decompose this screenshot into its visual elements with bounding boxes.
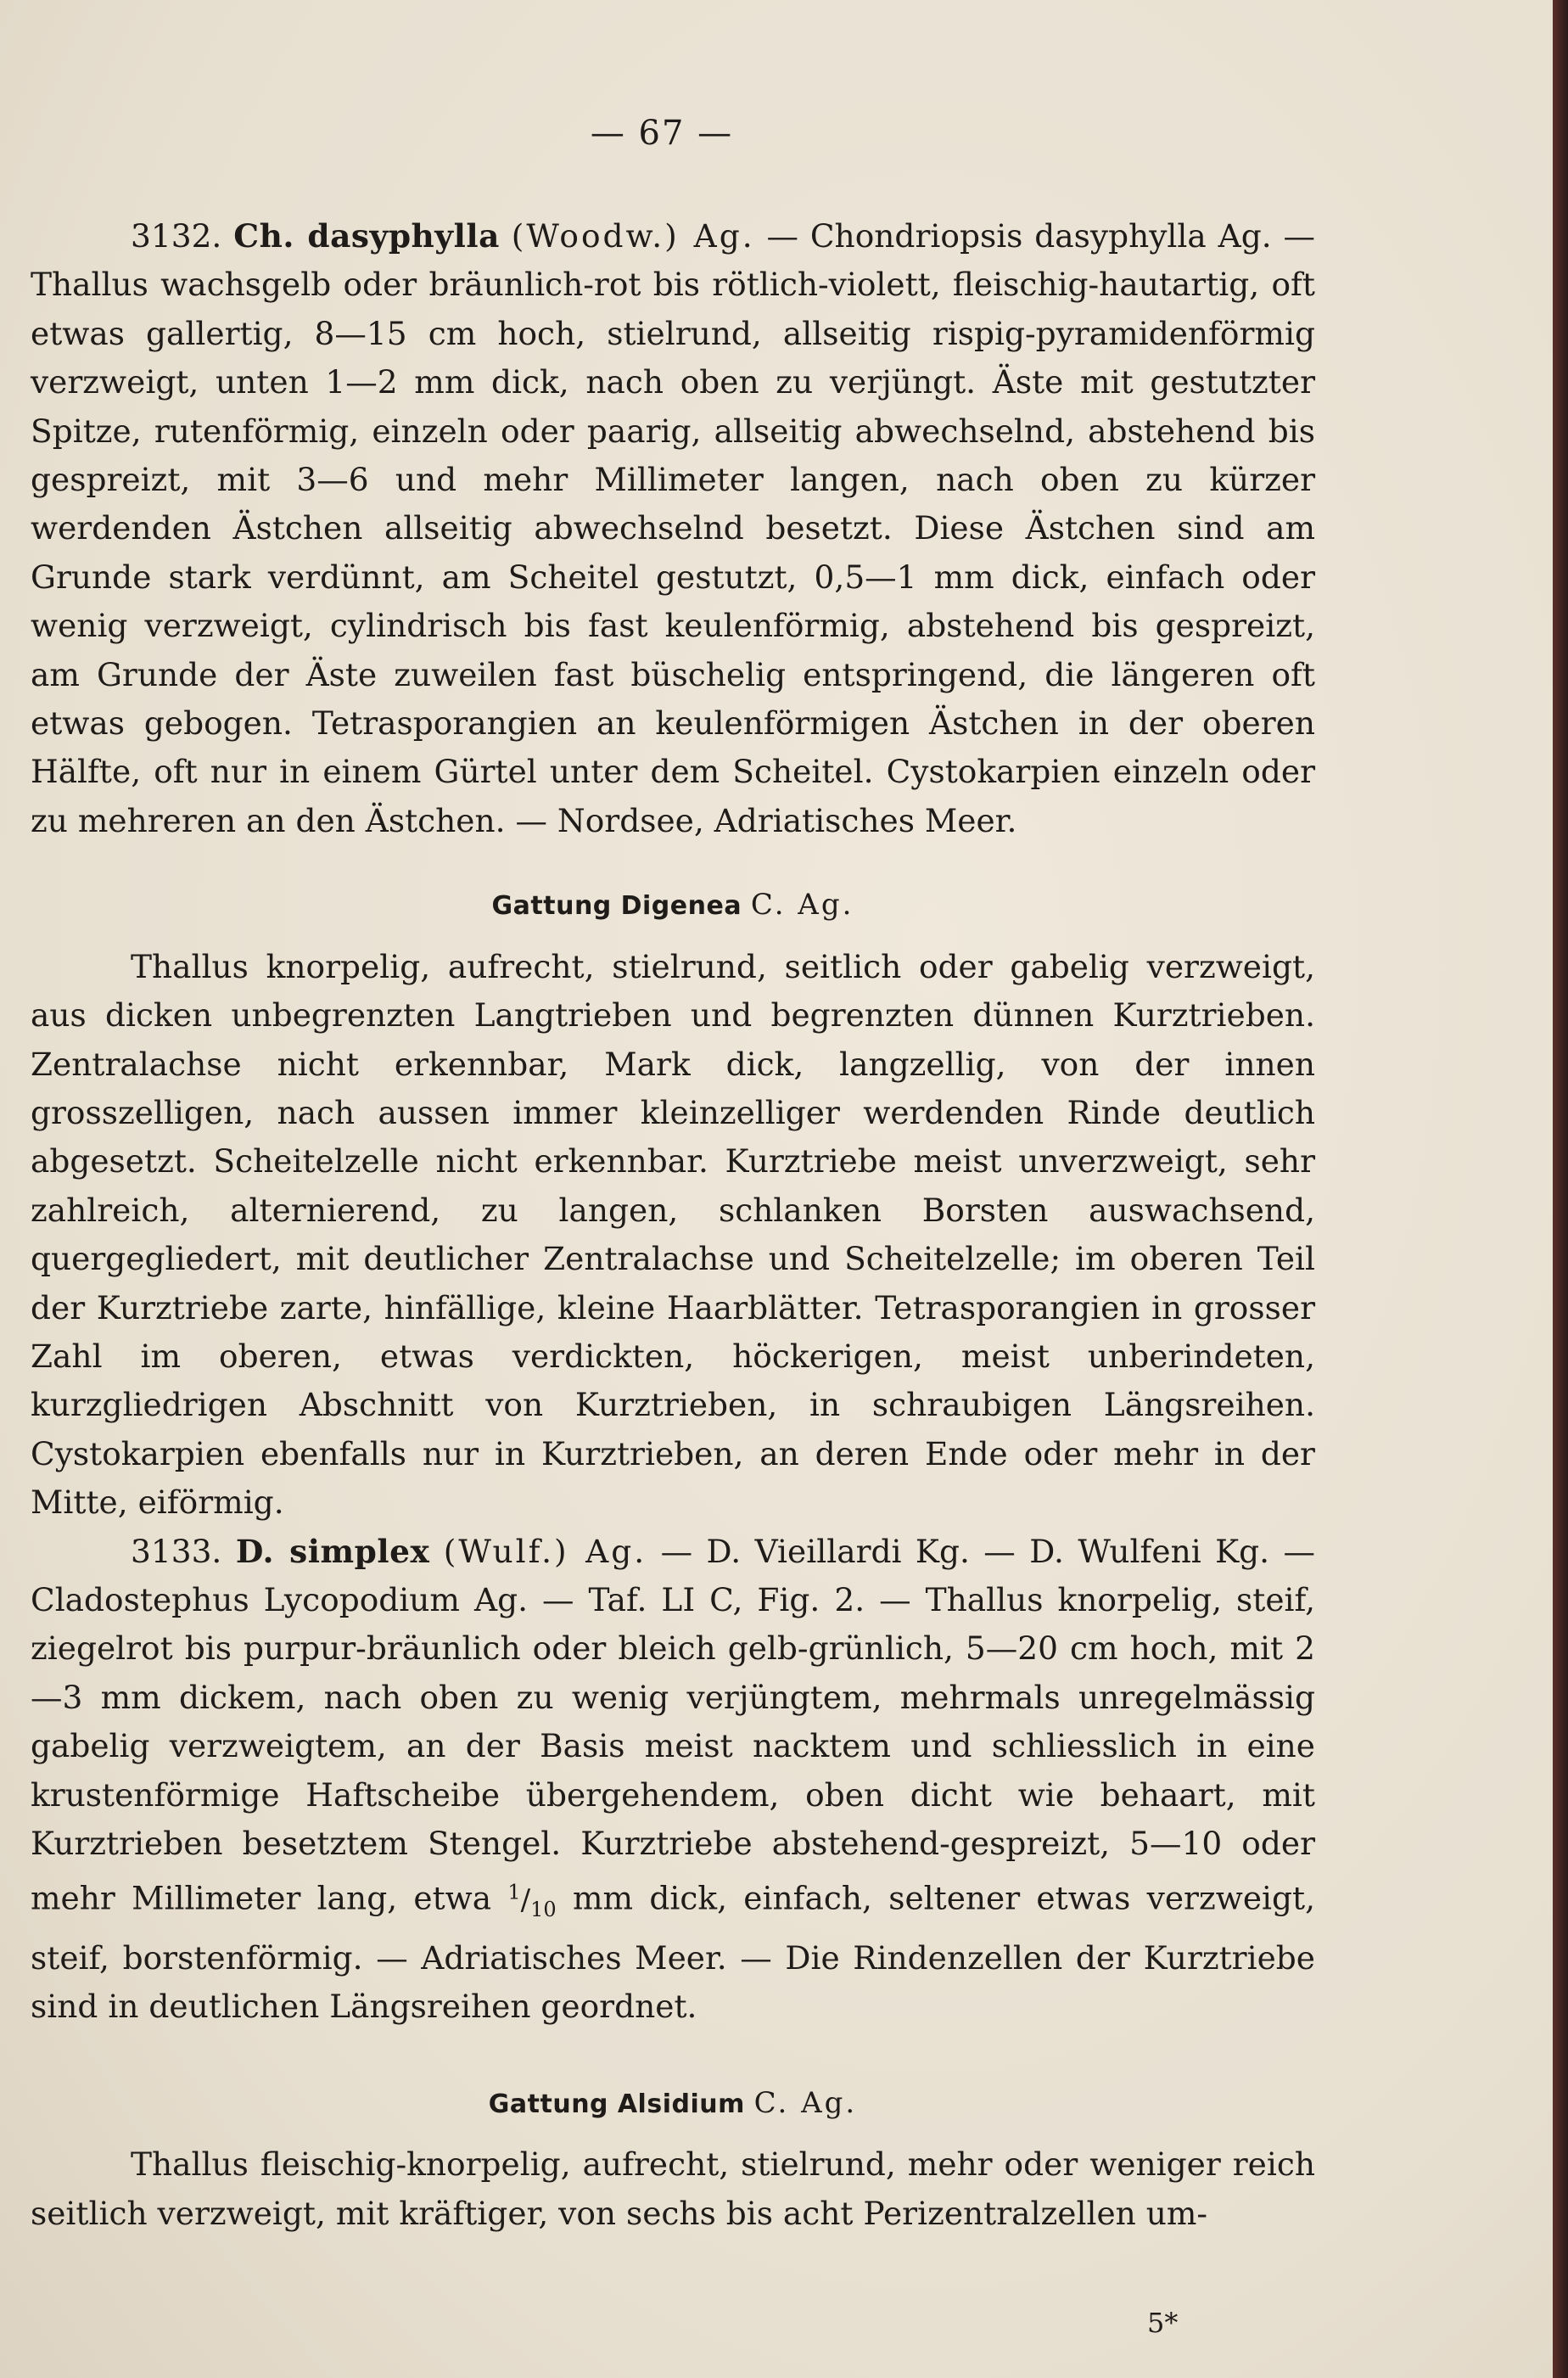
genus-name: Alsidium xyxy=(617,2089,745,2119)
entry-text: — Chondriopsis dasyphylla Ag. — Thallus wachsgelb oder bräunlich-rot bis rötlich-violett, fleischig-hautartig, oft etwas gallertig, 8—15 cm hoch, stielrund, allseitig rispig-pyramidenförmig verzweigt, unten 1—2 mm dick, nach oben zu verjüngt. Äste mit gestutzter Spitze, rutenförmig, einzeln oder paarig, allseitig abwechselnd, abstehend bis gespreizt, mit 3—6 und mehr Millimeter langen, nach oben zu kürzer werdenden Ästchen allseitig abwechselnd besetzt. Diese Ästchen sind am Grunde stark verdünnt, am Scheitel gestutzt, 0,5—1 mm dick, einfach oder wenig verzweigt, cylindrisch bis fast keulenförmig, abstehend bis gespreizt, am Grunde der Äste zuweilen fast büschelig entspringend, die längeren oft etwas gebogen. Tetrasporangien an keulenförmigen Ästchen in der oberen Hälfte, oft nur in einem Gürtel unter dem Scheitel. Cystokarpien einzeln oder zu mehreren an den Ästchen. — Nordsee, Adriatisches Meer. xyxy=(31,217,1316,839)
species-name: D. simplex xyxy=(235,1532,430,1570)
genus-heading-digenea xyxy=(31,881,1315,930)
book-edge xyxy=(1553,0,1568,2378)
entry-3132 xyxy=(31,212,1315,845)
heading-gattung: Gattung xyxy=(488,2089,609,2119)
species-name: Ch. dasyphylla xyxy=(233,217,500,255)
page-number: — 67 — xyxy=(590,114,734,153)
page-body xyxy=(31,212,1315,2238)
genus-description-digenea: Thallus knorpelig, aufrecht, stielrund, seitlich oder gabelig verzweigt, aus dicken unbegrenzten Langtrieben und begrenzten dünnen Kurztrieben. Zentralachse nicht erkennbar, Mark dick, langzellig, von der innen grosszelligen, nach aussen immer kleinzelliger werdenden Rinde deutlich abgesetzt. Scheitelzelle nicht erkennbar. Kurztriebe meist unverzweigt, sehr zahlreich, alternierend, zu langen, schlanken Borsten auswachsend, quergegliedert, mit deutlicher Zentralachse und Scheitelzelle; im oberen Teil der Kurztriebe zarte, hinfällige, kleine Haarblätter. Tetrasporangien in grosser Zahl im oberen, etwas verdickten, höckerigen, meist unberindeten, kurzgliedrigen Abschnitt von Kurztrieben, in schraubigen Längsreihen. Cystokarpien ebenfalls nur in Kurztrieben, an deren Ende oder mehr in der Mitte, eiförmig. xyxy=(31,947,1315,1522)
entry-number: 3132. xyxy=(131,217,222,255)
fraction-denominator: 10 xyxy=(530,1897,557,1921)
genus-name: Digenea xyxy=(620,891,742,922)
genus-description-alsidium: Thallus fleischig-knorpelig, aufrecht, stielrund, mehr oder weniger reich seitlich verzweigt, mit kräftiger, von sechs bis acht Perizentralzellen um- xyxy=(31,2145,1315,2232)
entry-number: 3133. xyxy=(131,1532,222,1570)
heading-gattung: Gattung xyxy=(491,891,612,922)
fraction: $^1/_{10}$ xyxy=(507,1880,557,1921)
entry-text-continued: mm dick, einfach, seltener etwas verzweigt, steif, borstenförmig. — Adriatisches Meer. — Die Rindenzellen der Kurztriebe sind in deutlichen Längsreihen geordnet. xyxy=(31,1879,1316,2026)
printer-signature: 5* xyxy=(1147,2307,1179,2339)
species-author: (Wulf.) Ag. xyxy=(443,1532,647,1570)
genus-author: C. Ag. xyxy=(750,888,854,923)
entry-3133 xyxy=(31,1528,1315,2032)
species-author: (Woodw.) Ag. xyxy=(511,217,755,255)
entry-text: — D. Vieillardi Kg. — D. Wulfeni Kg. — Cladostephus Lycopodium Ag. — Taf. LI C, Fig. 2. — Thallus knorpelig, steif, ziegelrot bis purpur-bräunlich oder bleich gelb-grünlich, 5—20 cm hoch, mit 2—3 mm dickem, nach oben zu wenig verjüngtem, mehrmals unregelmässig gabelig verzweigtem, an der Basis meist nacktem und schliesslich in eine krustenförmige Haftscheibe übergehendem, oben dicht wie behaart, mit Kurztrieben besetztem Stengel. Kurztriebe abstehend-gespreizt, 5—10 oder mehr Millimeter lang, etwa xyxy=(31,1532,1316,1917)
genus-heading-alsidium xyxy=(31,2079,1315,2128)
fraction-numerator: 1 xyxy=(507,1880,521,1904)
genus-author: C. Ag. xyxy=(753,2085,858,2120)
